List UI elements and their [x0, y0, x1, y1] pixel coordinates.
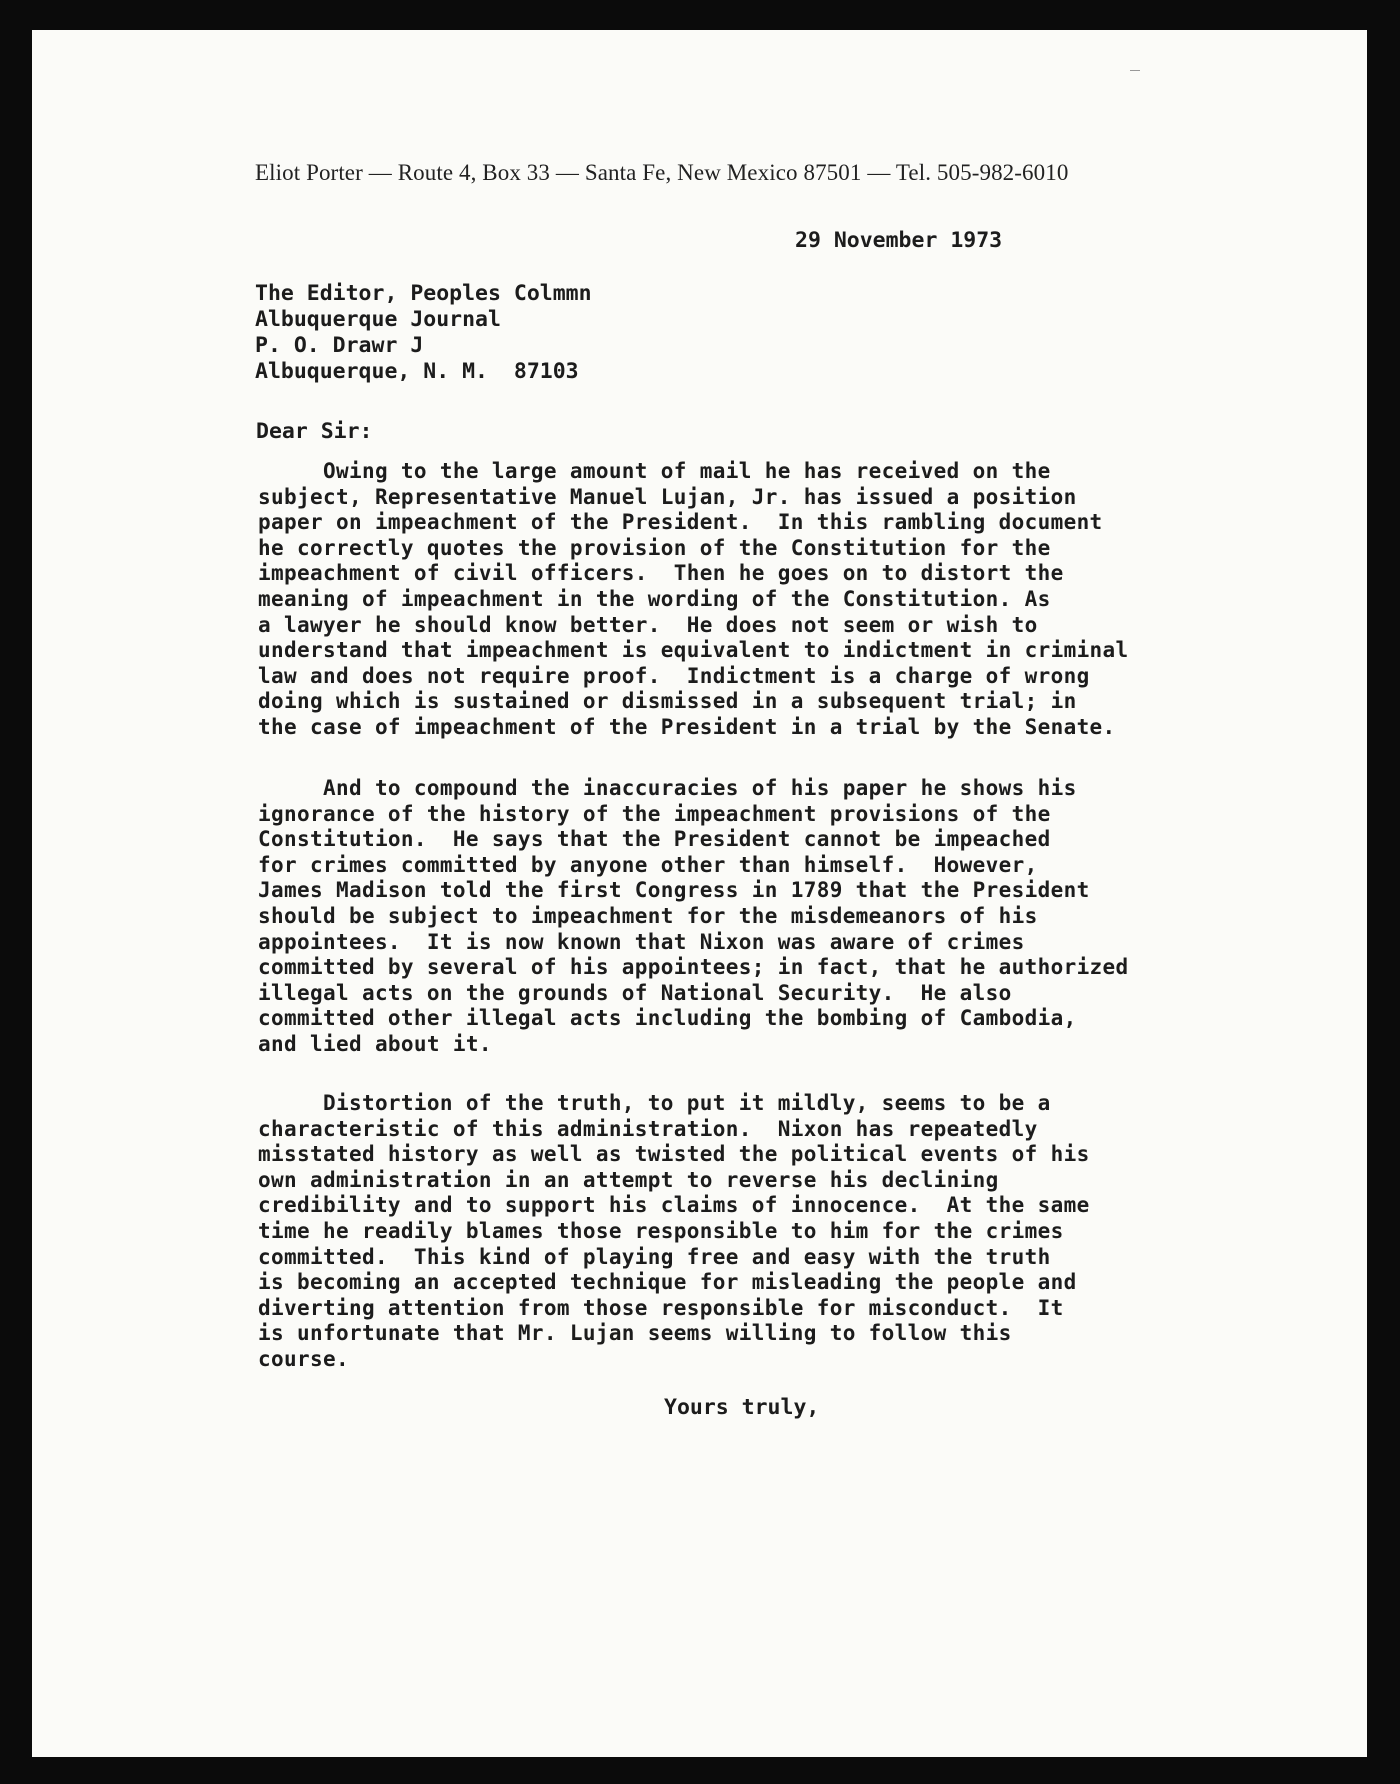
text-line: credibility and to support his claims of innocence. At the same: [258, 1193, 1090, 1218]
text-line: he correctly quotes the provision of the Constitution for the: [258, 535, 1051, 560]
text-line: a lawyer he should know better. He does not seem or wish to: [258, 612, 1038, 637]
text-line: understand that impeachment is equivalent to indictment in criminal: [258, 638, 1129, 663]
text-line: misstated history as well as twisted the political events of his: [258, 1142, 1090, 1167]
text-line: meaning of impeachment in the wording of the Constitution. As: [258, 586, 1051, 611]
text-line: diverting attention from those responsible for misconduct. It: [258, 1295, 1064, 1320]
text-line: for crimes committed by anyone other than himself. However,: [258, 852, 1038, 877]
letterhead-phone: Tel. 505-982-6010: [895, 160, 1069, 185]
recipient-line: Albuquerque, N. M. 87103: [255, 359, 579, 384]
text-line: own administration in an attempt to reverse his declining: [258, 1167, 999, 1192]
text-line: appointees. It is now known that Nixon was aware of crimes: [258, 929, 1025, 954]
recipient-line: P. O. Drawr J: [255, 333, 424, 358]
text-line: impeachment of civil officers. Then he goes on to distort the: [258, 561, 1064, 586]
salutation: Dear Sir:: [256, 419, 373, 444]
text-line: and lied about it.: [258, 1031, 492, 1056]
text-line: is becoming an accepted technique for misleading the people and: [258, 1270, 1077, 1295]
letterhead-separator: —: [867, 160, 891, 185]
text-line: paper on impeachment of the President. In this rambling document: [258, 510, 1103, 535]
text-line: committed. This kind of playing free and easy with the truth: [258, 1244, 1051, 1269]
text-line: illegal acts on the grounds of National Security. He also: [258, 980, 1012, 1005]
letter-date: 29 November 1973: [795, 228, 1003, 253]
text-line: doing which is sustained or dismissed in a subsequent trial; in: [258, 689, 1077, 714]
letterhead-separator: —: [368, 160, 392, 185]
letterhead-address: Route 4, Box 33: [397, 160, 550, 185]
body-paragraph-2: [258, 776, 1129, 1058]
text-line: committed by several of his appointees; in fact, that he authorized: [258, 955, 1129, 980]
letterhead-separator: —: [555, 160, 579, 185]
text-line: And to compound the inaccuracies of his paper he shows his: [258, 776, 1077, 800]
body-paragraph-1: [258, 459, 1129, 741]
text-line: time he readily blames those responsible to him for the crimes: [258, 1218, 1064, 1243]
recipient-line: Albuquerque Journal: [255, 307, 501, 332]
letterhead: [255, 160, 1068, 186]
text-line: Distortion of the truth, to put it mildly, seems to be a: [258, 1091, 1051, 1115]
text-line: James Madison told the first Congress in 1789 that the President: [258, 878, 1090, 903]
letterhead-city: Santa Fe, New Mexico 87501: [584, 160, 862, 185]
text-line: Constitution. He says that the President cannot be impeached: [258, 827, 1051, 852]
text-line: committed other illegal acts including the bombing of Cambodia,: [258, 1006, 1077, 1031]
recipient-address: [255, 281, 592, 385]
text-line: characteristic of this administration. Nixon has repeatedly: [258, 1116, 1038, 1141]
text-line: course.: [258, 1346, 349, 1371]
text-line: is unfortunate that Mr. Lujan seems willing to follow this: [258, 1321, 1012, 1346]
letterhead-name: Eliot Porter: [255, 160, 363, 185]
text-line: should be subject to impeachment for the misdemeanors of his: [258, 903, 1038, 928]
text-line: ignorance of the history of the impeachment provisions of the: [258, 801, 1051, 826]
text-line: subject, Representative Manuel Lujan, Jr. has issued a position: [258, 484, 1077, 509]
closing: Yours truly,: [664, 1395, 820, 1420]
text-line: law and does not require proof. Indictment is a charge of wrong: [258, 663, 1090, 688]
stray-mark: [1130, 70, 1140, 71]
text-line: the case of impeachment of the President in a trial by the Senate.: [258, 714, 1116, 739]
body-paragraph-3: [258, 1091, 1090, 1373]
recipient-line: The Editor, Peoples Colmmn: [255, 281, 592, 306]
text-line: Owing to the large amount of mail he has received on the: [258, 459, 1051, 483]
